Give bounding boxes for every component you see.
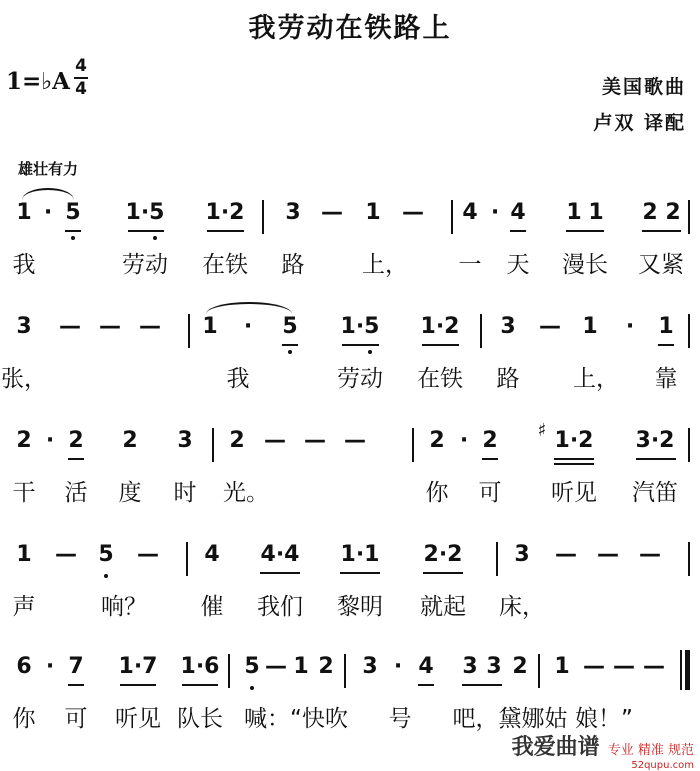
- lyric: 一: [458, 252, 482, 278]
- note: 2: [68, 428, 84, 453]
- dot: ·: [45, 654, 55, 679]
- lyric: 在铁: [202, 252, 248, 278]
- note: 2: [122, 428, 138, 453]
- time-signature: [74, 58, 88, 98]
- note: 1·1: [340, 542, 380, 567]
- translator-credit: 卢双 译配: [593, 112, 686, 134]
- note: 1·5: [125, 200, 165, 225]
- score-row-1: [0, 186, 700, 296]
- note: 1·6: [180, 654, 220, 679]
- watermark-brand: 我爱曲谱: [511, 735, 600, 760]
- note: 1: [365, 200, 381, 225]
- note: 7: [68, 654, 84, 679]
- lyric: 你: [12, 706, 36, 732]
- lyric: 路: [496, 366, 520, 392]
- lyric: 路: [281, 252, 305, 278]
- note: 6: [16, 654, 32, 679]
- tie-slur: [206, 302, 292, 314]
- dot: ·: [625, 314, 635, 339]
- lyric: 上，: [362, 252, 408, 278]
- lyric: 我: [226, 366, 250, 392]
- note: 1: [582, 314, 598, 339]
- note: 3·2: [635, 428, 675, 453]
- note: 1·2: [554, 428, 594, 453]
- lyric: 劳动: [337, 366, 383, 392]
- dash: —: [137, 542, 159, 567]
- lyric: 就起: [420, 594, 466, 620]
- time-sig-numerator: 4: [75, 56, 87, 76]
- lyric: 我们: [257, 594, 303, 620]
- lyric: 漫长: [562, 252, 608, 278]
- lyric: 可: [478, 480, 502, 506]
- lyric: 床，: [499, 594, 545, 620]
- note: 3: [177, 428, 193, 453]
- note: 2: [429, 428, 445, 453]
- lyric: 听见: [115, 706, 161, 732]
- dash: —: [613, 654, 635, 679]
- dash: —: [539, 314, 561, 339]
- note: 1·2: [205, 200, 245, 225]
- note: 2: [482, 428, 498, 453]
- note: 3: [285, 200, 301, 225]
- lyric: 我: [12, 252, 36, 278]
- lyric: 声: [12, 594, 36, 620]
- score-row-3: [0, 414, 700, 524]
- dash: —: [139, 314, 161, 339]
- dash: —: [402, 200, 424, 225]
- watermark-tags: 专业 精准 规范: [607, 743, 694, 758]
- note: 4: [204, 542, 220, 567]
- dot: ·: [393, 654, 403, 679]
- note: 5: [244, 654, 260, 679]
- note: 1: [16, 542, 32, 567]
- dash: —: [344, 428, 366, 453]
- lyric: 张，: [1, 366, 47, 392]
- dash: —: [59, 314, 81, 339]
- lyric: 号: [388, 706, 412, 732]
- lyric: 在铁: [417, 366, 463, 392]
- watermark-url: 52qupu.com: [631, 760, 694, 771]
- note: 1: [658, 314, 674, 339]
- note: 1·7: [118, 654, 158, 679]
- time-sig-denominator: 4: [75, 79, 87, 99]
- dash: —: [55, 542, 77, 567]
- lyric: 活: [64, 480, 88, 506]
- note: 2·2: [423, 542, 463, 567]
- note: 3: [514, 542, 530, 567]
- note: 3: [462, 654, 478, 679]
- dot: ·: [459, 428, 469, 453]
- song-origin: 美国歌曲: [601, 76, 686, 98]
- note: 5: [98, 542, 114, 567]
- lyric: 听见: [551, 480, 597, 506]
- note: 2: [16, 428, 32, 453]
- note: 4·4: [260, 542, 300, 567]
- key-signature: 1=♭A: [6, 68, 70, 95]
- note: 4: [462, 200, 478, 225]
- tie-slur: [22, 188, 74, 200]
- note: 1: [588, 200, 604, 225]
- lyric: 队长: [177, 706, 223, 732]
- note: 3: [16, 314, 32, 339]
- note: 5: [65, 200, 81, 225]
- note: 2: [229, 428, 245, 453]
- note: 1·5: [340, 314, 380, 339]
- lyric: 靠: [654, 366, 678, 392]
- note: 1: [566, 200, 582, 225]
- dash: —: [264, 428, 286, 453]
- lyric: 上，: [573, 366, 619, 392]
- note: 1: [202, 314, 218, 339]
- page-title: 我劳动在铁路上: [248, 13, 452, 44]
- dot: ·: [43, 200, 53, 225]
- note: 2: [318, 654, 334, 679]
- lyric: 度: [118, 480, 142, 506]
- lyric: 时: [173, 480, 197, 506]
- lyric: 响？: [101, 594, 147, 620]
- dash: —: [583, 654, 605, 679]
- note: 2: [665, 200, 681, 225]
- note: 1: [293, 654, 309, 679]
- note: 2: [512, 654, 528, 679]
- lyric: 娘！”: [575, 706, 633, 732]
- lyric: 催: [200, 594, 224, 620]
- dot: ·: [45, 428, 55, 453]
- dash: —: [555, 542, 577, 567]
- lyric: 喊：“快吹: [244, 706, 348, 732]
- note: 3: [486, 654, 502, 679]
- dash: —: [321, 200, 343, 225]
- note: 1: [554, 654, 570, 679]
- dash: —: [643, 654, 665, 679]
- lyric: 你: [425, 480, 449, 506]
- dot: ·: [243, 314, 253, 339]
- score-row-4: [0, 528, 700, 638]
- lyric: 劳动: [122, 252, 168, 278]
- note: 1: [16, 200, 32, 225]
- watermark: [512, 730, 694, 761]
- lyric: 可: [64, 706, 88, 732]
- score-row-2: [0, 300, 700, 410]
- dash: —: [639, 542, 661, 567]
- lyric: 黎明: [337, 594, 383, 620]
- dash: —: [597, 542, 619, 567]
- lyric: 汽笛: [632, 480, 678, 506]
- note: 3: [500, 314, 516, 339]
- lyric: 吧，黛娜姑: [452, 706, 568, 732]
- dot: ·: [490, 200, 500, 225]
- sharp-accidental: ♯: [537, 420, 547, 441]
- note: 4: [418, 654, 434, 679]
- note: 4: [510, 200, 526, 225]
- tempo-marking: 雄壮有力: [18, 160, 79, 178]
- lyric: 天: [506, 252, 530, 278]
- lyric: 光。: [223, 480, 269, 506]
- note: 1·2: [420, 314, 460, 339]
- dash: —: [265, 654, 287, 679]
- lyric: 干: [12, 480, 36, 506]
- note: 2: [642, 200, 658, 225]
- lyric: 又紧: [638, 252, 684, 278]
- note: 3: [362, 654, 378, 679]
- dash: —: [304, 428, 326, 453]
- note: 5: [282, 314, 298, 339]
- dash: —: [99, 314, 121, 339]
